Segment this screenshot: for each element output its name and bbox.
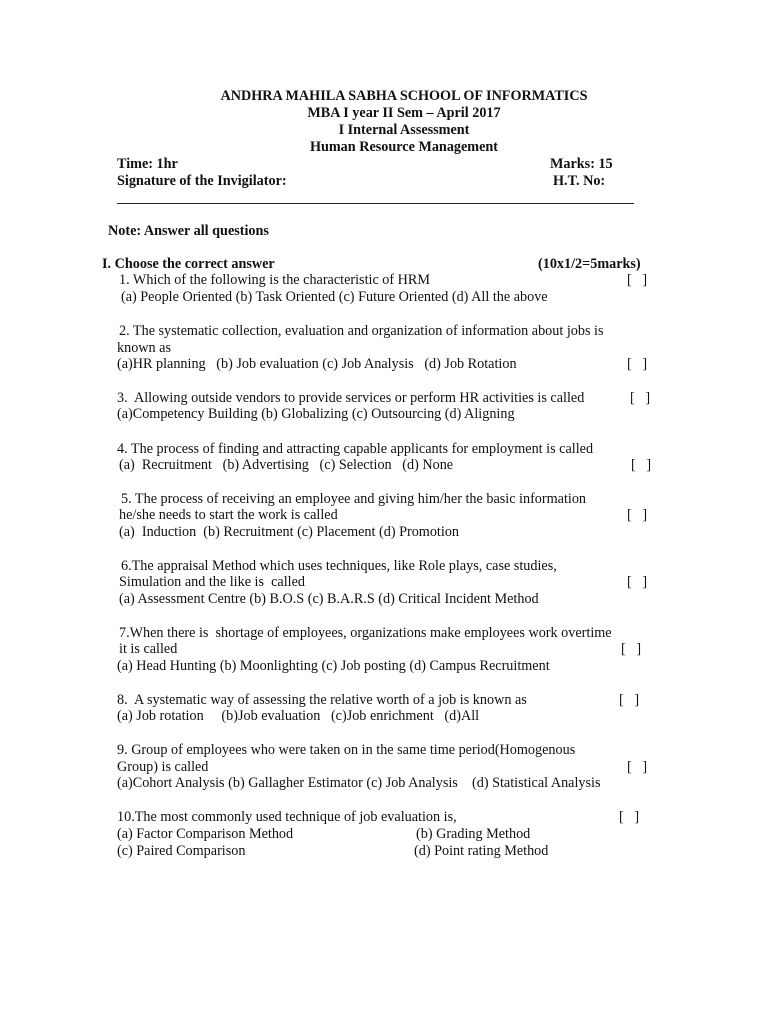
question-6-line-2: Simulation and the like is called (119, 574, 305, 590)
section-title: I. Choose the correct answer (102, 256, 275, 272)
answer-bracket-4: [ ] (631, 457, 652, 473)
program-line: MBA I year II Sem – April 2017 (307, 105, 501, 121)
answer-bracket-2: [ ] (627, 356, 648, 372)
question-1-line-1: 1. Which of the following is the characteristic of HRM (119, 272, 430, 288)
question-9-line-2: Group) is called (117, 759, 209, 775)
answer-bracket-5: [ ] (627, 507, 648, 523)
option-10-b: (b) Grading Method (416, 826, 531, 842)
question-7-line-1: 7.When there is shortage of employees, organizations make employees work overtime (119, 625, 612, 641)
options-8: (a) Job rotation (b)Job evaluation (c)Job enrichment (d)All (117, 708, 480, 724)
options-4: (a) Recruitment (b) Advertising (c) Selection (d) None (119, 457, 454, 473)
header-divider (117, 203, 634, 204)
question-6-line-1: 6.The appraisal Method which uses techniques, like Role plays, case studies, (121, 558, 557, 574)
options-7: (a) Head Hunting (b) Moonlighting (c) Job posting (d) Campus Recruitment (117, 658, 550, 674)
options-5: (a) Induction (b) Recruitment (c) Placement (d) Promotion (119, 524, 460, 540)
subject-line: Human Resource Management (309, 139, 499, 155)
answer-bracket-7: [ ] (621, 641, 642, 657)
school-name: ANDHRA MAHILA SABHA SCHOOL OF INFORMATICS (220, 88, 588, 104)
answer-bracket-3: [ ] (630, 390, 651, 406)
question-9-line-1: 9. Group of employees who were taken on in the same time period(Homogenous (117, 742, 576, 758)
question-5-line-1: 5. The process of receiving an employee and giving him/her the basic information (121, 491, 587, 507)
question-4-line-1: 4. The process of finding and attracting capable applicants for employment is called (117, 441, 594, 457)
question-7-line-2: it is called (119, 641, 178, 657)
answer-bracket-9: [ ] (627, 759, 648, 775)
option-10-c: (c) Paired Comparison (117, 843, 246, 859)
options-3: (a)Competency Building (b) Globalizing (c) Outsourcing (d) Aligning (117, 406, 515, 422)
option-10-d: (d) Point rating Method (414, 843, 549, 859)
time-label: Time: 1hr (117, 156, 178, 172)
answer-bracket-8: [ ] (619, 692, 640, 708)
exam-line: I Internal Assessment (338, 122, 470, 138)
options-9: (a)Cohort Analysis (b) Gallagher Estimator (c) Job Analysis (d) Statistical Analysis (117, 775, 601, 791)
answer-bracket-6: [ ] (627, 574, 648, 590)
question-8-line-1: 8. A systematic way of assessing the relative worth of a job is known as (117, 692, 527, 708)
ht-no-label: H.T. No: (553, 173, 606, 189)
options-6: (a) Assessment Centre (b) B.O.S (c) B.A.R.S (d) Critical Incident Method (119, 591, 539, 607)
question-3-line-1: 3. Allowing outside vendors to provide services or perform HR activities is called (117, 390, 585, 406)
answer-bracket-1: [ ] (627, 272, 648, 288)
question-2-line-2: known as (117, 340, 171, 356)
question-5-line-2: he/she needs to start the work is called (119, 507, 338, 523)
question-10-line-1: 10.The most commonly used technique of job evaluation is, (117, 809, 457, 825)
option-10-a: (a) Factor Comparison Method (117, 826, 294, 842)
question-2-line-1: 2. The systematic collection, evaluation and organization of information about jobs is (119, 323, 604, 339)
options-1: (a) People Oriented (b) Task Oriented (c) Future Oriented (d) All the above (121, 289, 548, 305)
note-text: Note: Answer all questions (108, 223, 269, 239)
options-2: (a)HR planning (b) Job evaluation (c) Job Analysis (d) Job Rotation (117, 356, 517, 372)
signature-label: Signature of the Invigilator: (117, 173, 287, 189)
marks-label: Marks: 15 (550, 156, 613, 172)
section-marks: (10x1/2=5marks) (538, 256, 641, 272)
answer-bracket-10: [ ] (619, 809, 640, 825)
